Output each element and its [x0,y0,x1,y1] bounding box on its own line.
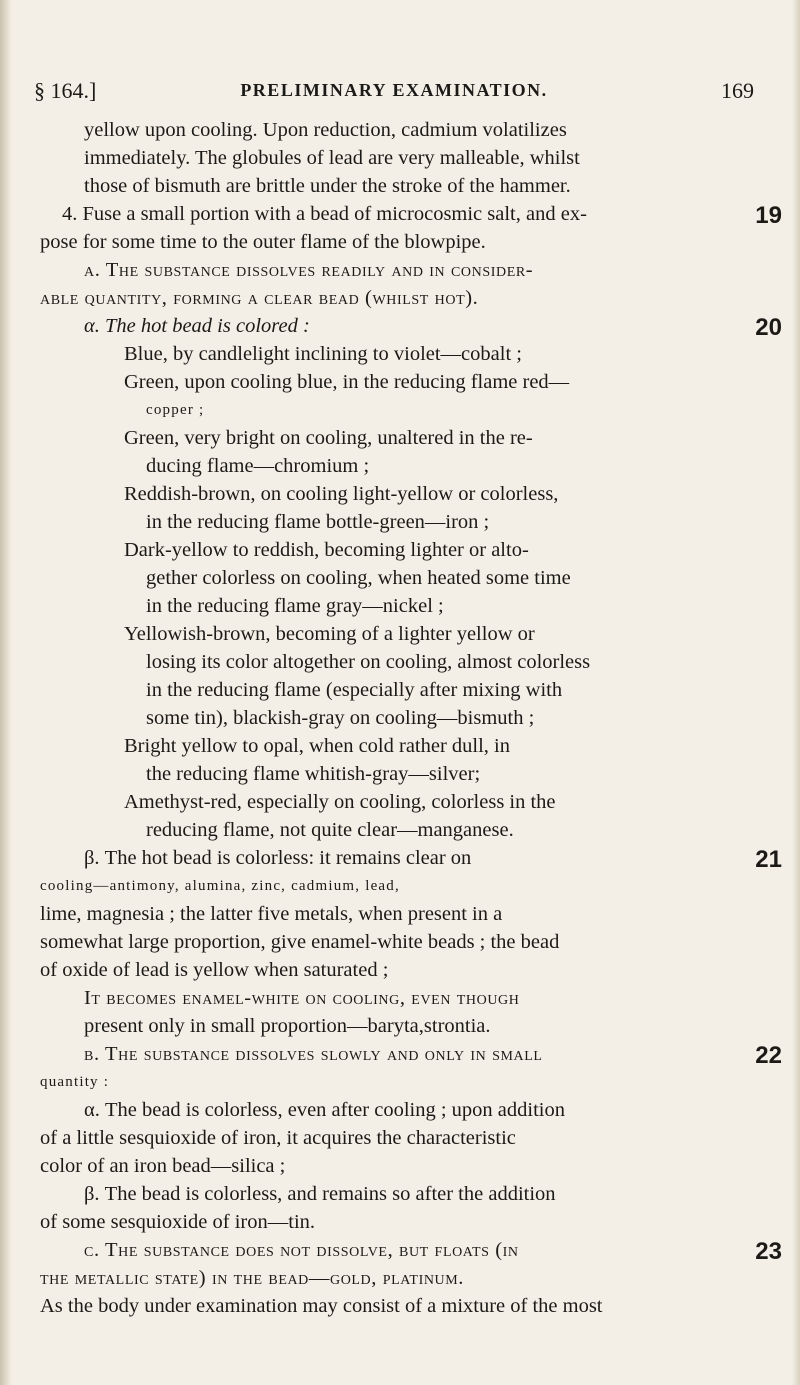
page-number: 169 [721,78,754,103]
running-title: PRELIMINARY EXAMINATION. [240,80,548,100]
text-line: somewhat large proportion, give enamel-white beads ; the bead [40,931,560,953]
text-line: Reddish-brown, on cooling light-yellow or colorless, [124,483,559,505]
text-line: reducing flame, not quite clear—manganese. [146,819,514,841]
text-line: in the reducing flame gray—nickel ; [146,595,444,617]
subsection-heading: a. The substance dissolves readily and in consider- [84,259,534,281]
text-line: cooling—antimony, alumina, zinc, cadmium, lead, [40,878,400,894]
text-line: ducing flame—chromium ; [146,455,370,477]
text-line: immediately. The globules of lead are very malleable, whilst [84,147,580,169]
text-line: Dark-yellow to reddish, becoming lighter or alto- [124,539,529,561]
text-line: β. The hot bead is colorless: it remains clear on [84,847,472,869]
text-line: present only in small proportion—baryta,strontia. [84,1015,491,1037]
text-line: in the reducing flame bottle-green—iron ; [146,511,490,533]
text-line: those of bismuth are brittle under the stroke of the hammer. [84,175,571,197]
text-line: color of an iron bead—silica ; [40,1155,286,1177]
text-line: Blue, by candlelight inclining to violet—cobalt ; [124,343,522,365]
text-line: copper ; [146,402,205,418]
text-line: It becomes enamel-white on cooling, even though [84,987,520,1009]
subsection-heading: quantity : [40,1074,110,1090]
text-line: α. The hot bead is colored : [84,315,310,337]
text-line: Green, very bright on cooling, unaltered in the re- [124,427,533,449]
text-line: lime, magnesia ; the latter five metals, when present in a [40,903,503,925]
text-line: pose for some time to the outer flame of the blowpipe. [40,231,486,253]
text-line: yellow upon cooling. Upon reduction, cadmium volatilizes [84,119,567,141]
page-edge-left [0,0,12,1385]
text-line: in the reducing flame (especially after mixing with [146,679,563,701]
text-line: β. The bead is colorless, and remains so after the addition [84,1183,556,1205]
text-line: Yellowish-brown, becoming of a lighter yellow or [124,623,535,645]
subsection-heading: the metallic state) in the bead—gold, platinum. [40,1267,465,1289]
text-line: gether colorless on cooling, when heated some time [146,567,571,589]
page-edge-right [792,0,800,1385]
text-line: Amethyst-red, especially on cooling, colorless in the [124,791,556,813]
margin-number: 22 [755,1042,782,1069]
margin-number: 19 [755,202,782,229]
text-line: of oxide of lead is yellow when saturated ; [40,959,389,981]
text-line: some tin), blackish-gray on cooling—bismuth ; [146,707,535,729]
text-line: 4. Fuse a small portion with a bead of microcosmic salt, and ex- [62,203,587,225]
text-line: As the body under examination may consist of a mixture of the most [40,1295,603,1317]
margin-number: 21 [755,846,782,873]
subsection-heading: able quantity, forming a clear bead (whilst hot). [40,287,479,309]
margin-number: 20 [755,314,782,341]
text-line: Green, upon cooling blue, in the reducing flame red— [124,371,570,393]
subsection-heading: c. The substance does not dissolve, but floats (in [84,1239,519,1261]
text-line: of a little sesquioxide of iron, it acquires the characteristic [40,1127,516,1149]
running-header [34,78,754,110]
text-line: losing its color altogether on cooling, almost colorless [146,651,591,673]
text-line: of some sesquioxide of iron—tin. [40,1211,316,1233]
margin-number: 23 [755,1238,782,1265]
subsection-heading: b. The substance dissolves slowly and only in small [84,1043,543,1065]
text-line: α. The bead is colorless, even after cooling ; upon addition [84,1099,565,1121]
section-number: § 164.] [34,78,97,103]
text-line: Bright yellow to opal, when cold rather dull, in [124,735,511,757]
text-line: the reducing flame whitish-gray—silver; [146,763,481,785]
